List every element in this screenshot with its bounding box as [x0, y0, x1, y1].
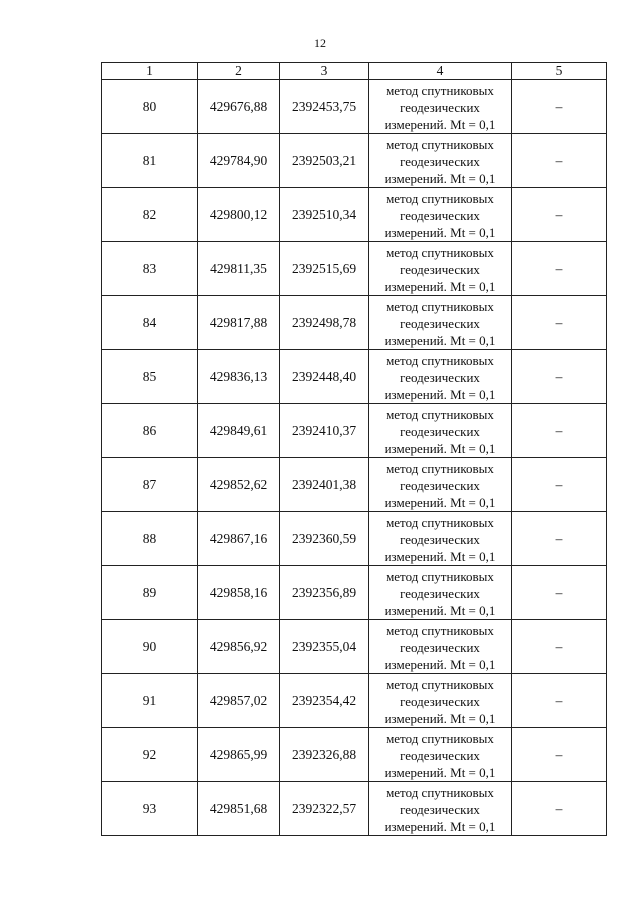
method-cell: [369, 404, 512, 458]
method-line: геодезических: [400, 261, 480, 277]
method-line: метод спутниковых: [386, 730, 494, 746]
method-cell: [369, 728, 512, 782]
method-line: метод спутниковых: [386, 298, 494, 314]
method-line: измерений. Mt = 0,1: [384, 278, 496, 294]
method-line: измерений. Mt = 0,1: [384, 332, 496, 348]
method-line: метод спутниковых: [386, 190, 494, 206]
method-line: геодезических: [400, 315, 480, 331]
method-line: метод спутниковых: [386, 136, 494, 152]
method-line: измерений. Mt = 0,1: [384, 116, 496, 132]
y-coordinate-cell: 2392356,89: [280, 566, 369, 620]
table-row: [102, 242, 607, 296]
y-coordinate-cell: 2392360,59: [280, 512, 369, 566]
method-line: метод спутниковых: [386, 676, 494, 692]
note-dash: –: [555, 584, 563, 600]
method-line: геодезических: [400, 99, 480, 115]
x-coordinate-cell: 429800,12: [198, 188, 280, 242]
point-number-cell: 92: [102, 728, 198, 782]
x-coordinate-cell: 429865,99: [198, 728, 280, 782]
method-cell: [369, 512, 512, 566]
note-dash: –: [555, 422, 563, 438]
note-dash: –: [555, 800, 563, 816]
point-number-cell: 93: [102, 782, 198, 836]
note-dash: –: [555, 98, 563, 114]
point-number-cell: 83: [102, 242, 198, 296]
method-line: геодезических: [400, 423, 480, 439]
x-coordinate-cell: 429867,16: [198, 512, 280, 566]
x-coordinate-cell: 429676,88: [198, 80, 280, 134]
page-number: 12: [314, 36, 326, 50]
note-cell: [512, 80, 607, 134]
y-coordinate-cell: 2392510,34: [280, 188, 369, 242]
y-coordinate-cell: 2392355,04: [280, 620, 369, 674]
x-coordinate-cell: 429857,02: [198, 674, 280, 728]
note-dash: –: [555, 530, 563, 546]
y-coordinate-cell: 2392401,38: [280, 458, 369, 512]
method-line: геодезических: [400, 801, 480, 817]
note-dash: –: [555, 314, 563, 330]
y-coordinate-cell: 2392354,42: [280, 674, 369, 728]
table-row: [102, 404, 607, 458]
note-dash: –: [555, 746, 563, 762]
x-coordinate-cell: 429858,16: [198, 566, 280, 620]
table-row: [102, 458, 607, 512]
table-row: [102, 80, 607, 134]
method-line: измерений. Mt = 0,1: [384, 764, 496, 780]
method-line: геодезических: [400, 693, 480, 709]
header-row: [102, 63, 607, 80]
method-line: измерений. Mt = 0,1: [384, 656, 496, 672]
point-number-cell: 91: [102, 674, 198, 728]
method-cell: [369, 566, 512, 620]
x-coordinate-cell: 429784,90: [198, 134, 280, 188]
note-dash: –: [555, 260, 563, 276]
y-coordinate-cell: 2392453,75: [280, 80, 369, 134]
note-dash: –: [555, 692, 563, 708]
note-cell: [512, 458, 607, 512]
method-cell: [369, 674, 512, 728]
x-coordinate-cell: 429849,61: [198, 404, 280, 458]
method-line: геодезических: [400, 369, 480, 385]
method-cell: [369, 782, 512, 836]
method-cell: [369, 242, 512, 296]
method-cell: [369, 134, 512, 188]
table-body: [102, 80, 607, 836]
method-line: геодезических: [400, 585, 480, 601]
y-coordinate-cell: 2392498,78: [280, 296, 369, 350]
note-cell: [512, 728, 607, 782]
column-header-4: 4: [369, 63, 512, 80]
method-line: измерений. Mt = 0,1: [384, 710, 496, 726]
table-row: [102, 188, 607, 242]
table-row: [102, 296, 607, 350]
column-header-2: 2: [198, 63, 280, 80]
method-line: метод спутниковых: [386, 244, 494, 260]
note-dash: –: [555, 476, 563, 492]
method-cell: [369, 188, 512, 242]
method-line: измерений. Mt = 0,1: [384, 170, 496, 186]
note-dash: –: [555, 638, 563, 654]
method-cell: [369, 620, 512, 674]
y-coordinate-cell: 2392322,57: [280, 782, 369, 836]
table-row: [102, 512, 607, 566]
method-line: измерений. Mt = 0,1: [384, 494, 496, 510]
method-line: измерений. Mt = 0,1: [384, 386, 496, 402]
point-number-cell: 84: [102, 296, 198, 350]
coordinates-table: [101, 62, 607, 836]
column-header-3: 3: [280, 63, 369, 80]
table-row: [102, 674, 607, 728]
x-coordinate-cell: 429817,88: [198, 296, 280, 350]
method-line: метод спутниковых: [386, 622, 494, 638]
method-line: метод спутниковых: [386, 784, 494, 800]
method-line: геодезических: [400, 153, 480, 169]
method-line: метод спутниковых: [386, 82, 494, 98]
method-line: метод спутниковых: [386, 406, 494, 422]
method-line: метод спутниковых: [386, 352, 494, 368]
method-cell: [369, 350, 512, 404]
method-line: измерений. Mt = 0,1: [384, 224, 496, 240]
point-number-cell: 86: [102, 404, 198, 458]
method-line: геодезических: [400, 207, 480, 223]
method-line: измерений. Mt = 0,1: [384, 818, 496, 834]
method-line: геодезических: [400, 531, 480, 547]
x-coordinate-cell: 429852,62: [198, 458, 280, 512]
method-line: метод спутниковых: [386, 460, 494, 476]
table-row: [102, 134, 607, 188]
point-number-cell: 87: [102, 458, 198, 512]
method-line: метод спутниковых: [386, 568, 494, 584]
method-line: геодезических: [400, 639, 480, 655]
point-number-cell: 90: [102, 620, 198, 674]
method-line: измерений. Mt = 0,1: [384, 602, 496, 618]
method-cell: [369, 296, 512, 350]
note-cell: [512, 350, 607, 404]
y-coordinate-cell: 2392326,88: [280, 728, 369, 782]
note-cell: [512, 242, 607, 296]
method-line: метод спутниковых: [386, 514, 494, 530]
point-number-cell: 89: [102, 566, 198, 620]
note-cell: [512, 188, 607, 242]
method-line: геодезических: [400, 747, 480, 763]
y-coordinate-cell: 2392503,21: [280, 134, 369, 188]
note-dash: –: [555, 152, 563, 168]
note-dash: –: [555, 368, 563, 384]
point-number-cell: 88: [102, 512, 198, 566]
method-line: измерений. Mt = 0,1: [384, 440, 496, 456]
note-cell: [512, 782, 607, 836]
method-cell: [369, 80, 512, 134]
table-row: [102, 566, 607, 620]
table-header: [102, 63, 607, 80]
note-cell: [512, 296, 607, 350]
point-number-cell: 80: [102, 80, 198, 134]
note-cell: [512, 674, 607, 728]
table-row: [102, 728, 607, 782]
x-coordinate-cell: 429851,68: [198, 782, 280, 836]
note-cell: [512, 566, 607, 620]
column-header-5: 5: [512, 63, 607, 80]
y-coordinate-cell: 2392448,40: [280, 350, 369, 404]
column-header-1: 1: [102, 63, 198, 80]
note-cell: [512, 512, 607, 566]
note-cell: [512, 620, 607, 674]
x-coordinate-cell: 429811,35: [198, 242, 280, 296]
method-cell: [369, 458, 512, 512]
point-number-cell: 82: [102, 188, 198, 242]
method-line: геодезических: [400, 477, 480, 493]
x-coordinate-cell: 429856,92: [198, 620, 280, 674]
method-line: измерений. Mt = 0,1: [384, 548, 496, 564]
table-row: [102, 350, 607, 404]
table-row: [102, 620, 607, 674]
y-coordinate-cell: 2392410,37: [280, 404, 369, 458]
y-coordinate-cell: 2392515,69: [280, 242, 369, 296]
x-coordinate-cell: 429836,13: [198, 350, 280, 404]
note-dash: –: [555, 206, 563, 222]
note-cell: [512, 404, 607, 458]
point-number-cell: 81: [102, 134, 198, 188]
point-number-cell: 85: [102, 350, 198, 404]
note-cell: [512, 134, 607, 188]
table-row: [102, 782, 607, 836]
